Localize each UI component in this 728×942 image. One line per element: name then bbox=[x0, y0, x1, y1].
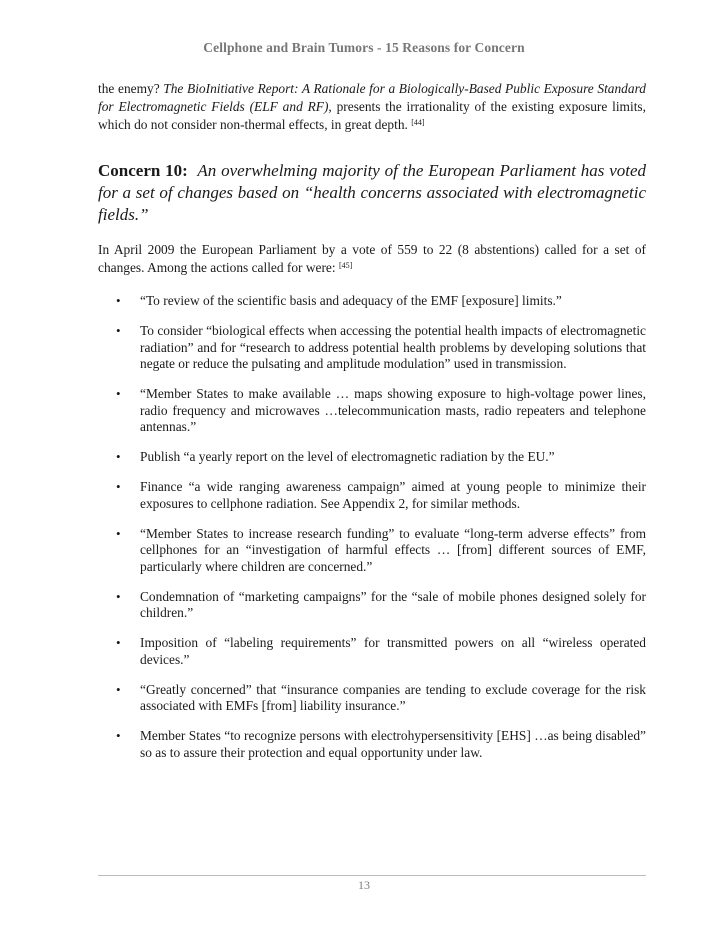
list-item-text: To consider “biological effects when accessing the potential health impacts of electromagnetic radiation” and for “research to address potential health problems by developing solutions that negate or reduce the pulsating and amplitude modulation” used in transmission. bbox=[140, 323, 646, 371]
bullet-icon: • bbox=[116, 449, 121, 464]
bullet-icon: • bbox=[116, 293, 121, 308]
reference-44: [44] bbox=[411, 118, 425, 127]
list-item bbox=[98, 479, 646, 512]
list-item-text: “To review of the scientific basis and adequacy of the EMF [exposure] limits.” bbox=[140, 293, 562, 308]
list-item-text: Imposition of “labeling requirements” for transmitted powers on all “wireless operated devices.” bbox=[140, 635, 646, 667]
list-item bbox=[98, 682, 646, 715]
list-item bbox=[98, 526, 646, 576]
reference-45: [45] bbox=[338, 261, 353, 270]
list-item bbox=[98, 386, 646, 436]
actions-list bbox=[98, 293, 646, 761]
concern-title: An overwhelming majority of the European Parliament has voted for a set of changes based on “health concerns associated with electromagnetic fields.” bbox=[98, 161, 647, 224]
bullet-icon: • bbox=[116, 479, 121, 494]
lead-text: In April 2009 the European Parliament by a vote of 559 to 22 (8 abstentions) called for a set of changes. Among the actions called for were: bbox=[98, 242, 646, 275]
bullet-icon: • bbox=[116, 525, 121, 541]
page-number: 13 bbox=[358, 878, 370, 892]
list-item-text: “Member States to make available … maps showing exposure to high-voltage power lines, radio frequency and microwaves …telecommunication masts, radio repeaters and telephone antennas.” bbox=[140, 386, 646, 434]
list-item-text: “Greatly concerned” that “insurance companies are tending to exclude coverage for the risk associated with EMFs [from] liability insurance.” bbox=[140, 681, 646, 713]
list-item-text: Member States “to recognize persons with electrohypersensitivity [EHS] …as being disabled” so as to assure their protection and equal opportunity under law. bbox=[140, 728, 646, 760]
intro-paragraph bbox=[98, 80, 646, 134]
list-item bbox=[98, 293, 646, 310]
list-item bbox=[98, 635, 646, 668]
bullet-icon: • bbox=[116, 635, 121, 650]
list-item-text: “Member States to increase research funding” to evaluate “long-term adverse effects” from cellphones for an “investigation of harmful effects … [from] different sources of EMF, particularly where children are concerned.” bbox=[140, 525, 646, 574]
bullet-icon: • bbox=[116, 386, 121, 401]
bullet-icon: • bbox=[116, 588, 121, 604]
list-item-text: Finance “a wide ranging awareness campaign” aimed at young people to minimize their exposures to cellphone radiation. See Appendix 2, for similar methods. bbox=[140, 479, 646, 511]
report-title: The BioInitiative Report: A Rationale for a Biologically-Based Public Exposure Standard for Electromagnetic Fields (ELF and RF) bbox=[98, 81, 646, 114]
intro-text-end: , presents the irrationality of the existing exposure limits, which do not consider non-thermal effects, in great depth. bbox=[98, 99, 646, 132]
concern-label: Concern 10: bbox=[98, 161, 188, 180]
bullet-icon: • bbox=[116, 728, 121, 743]
running-header: Cellphone and Brain Tumors - 15 Reasons for Concern bbox=[203, 40, 525, 55]
list-item-text: Publish “a yearly report on the level of electromagnetic radiation by the EU.” bbox=[140, 449, 555, 464]
concern-heading bbox=[98, 160, 646, 226]
list-item bbox=[98, 589, 646, 622]
lead-paragraph bbox=[98, 241, 646, 277]
footer-divider bbox=[98, 875, 646, 876]
bullet-icon: • bbox=[116, 681, 121, 697]
page-body bbox=[98, 80, 646, 775]
list-item-text: Condemnation of “marketing campaigns” for the “sale of mobile phones designed solely for children.” bbox=[140, 588, 646, 620]
list-item bbox=[98, 728, 646, 761]
list-item bbox=[98, 449, 646, 466]
bullet-icon: • bbox=[116, 323, 121, 338]
intro-text-start: the enemy? bbox=[98, 81, 164, 96]
list-item bbox=[98, 323, 646, 373]
